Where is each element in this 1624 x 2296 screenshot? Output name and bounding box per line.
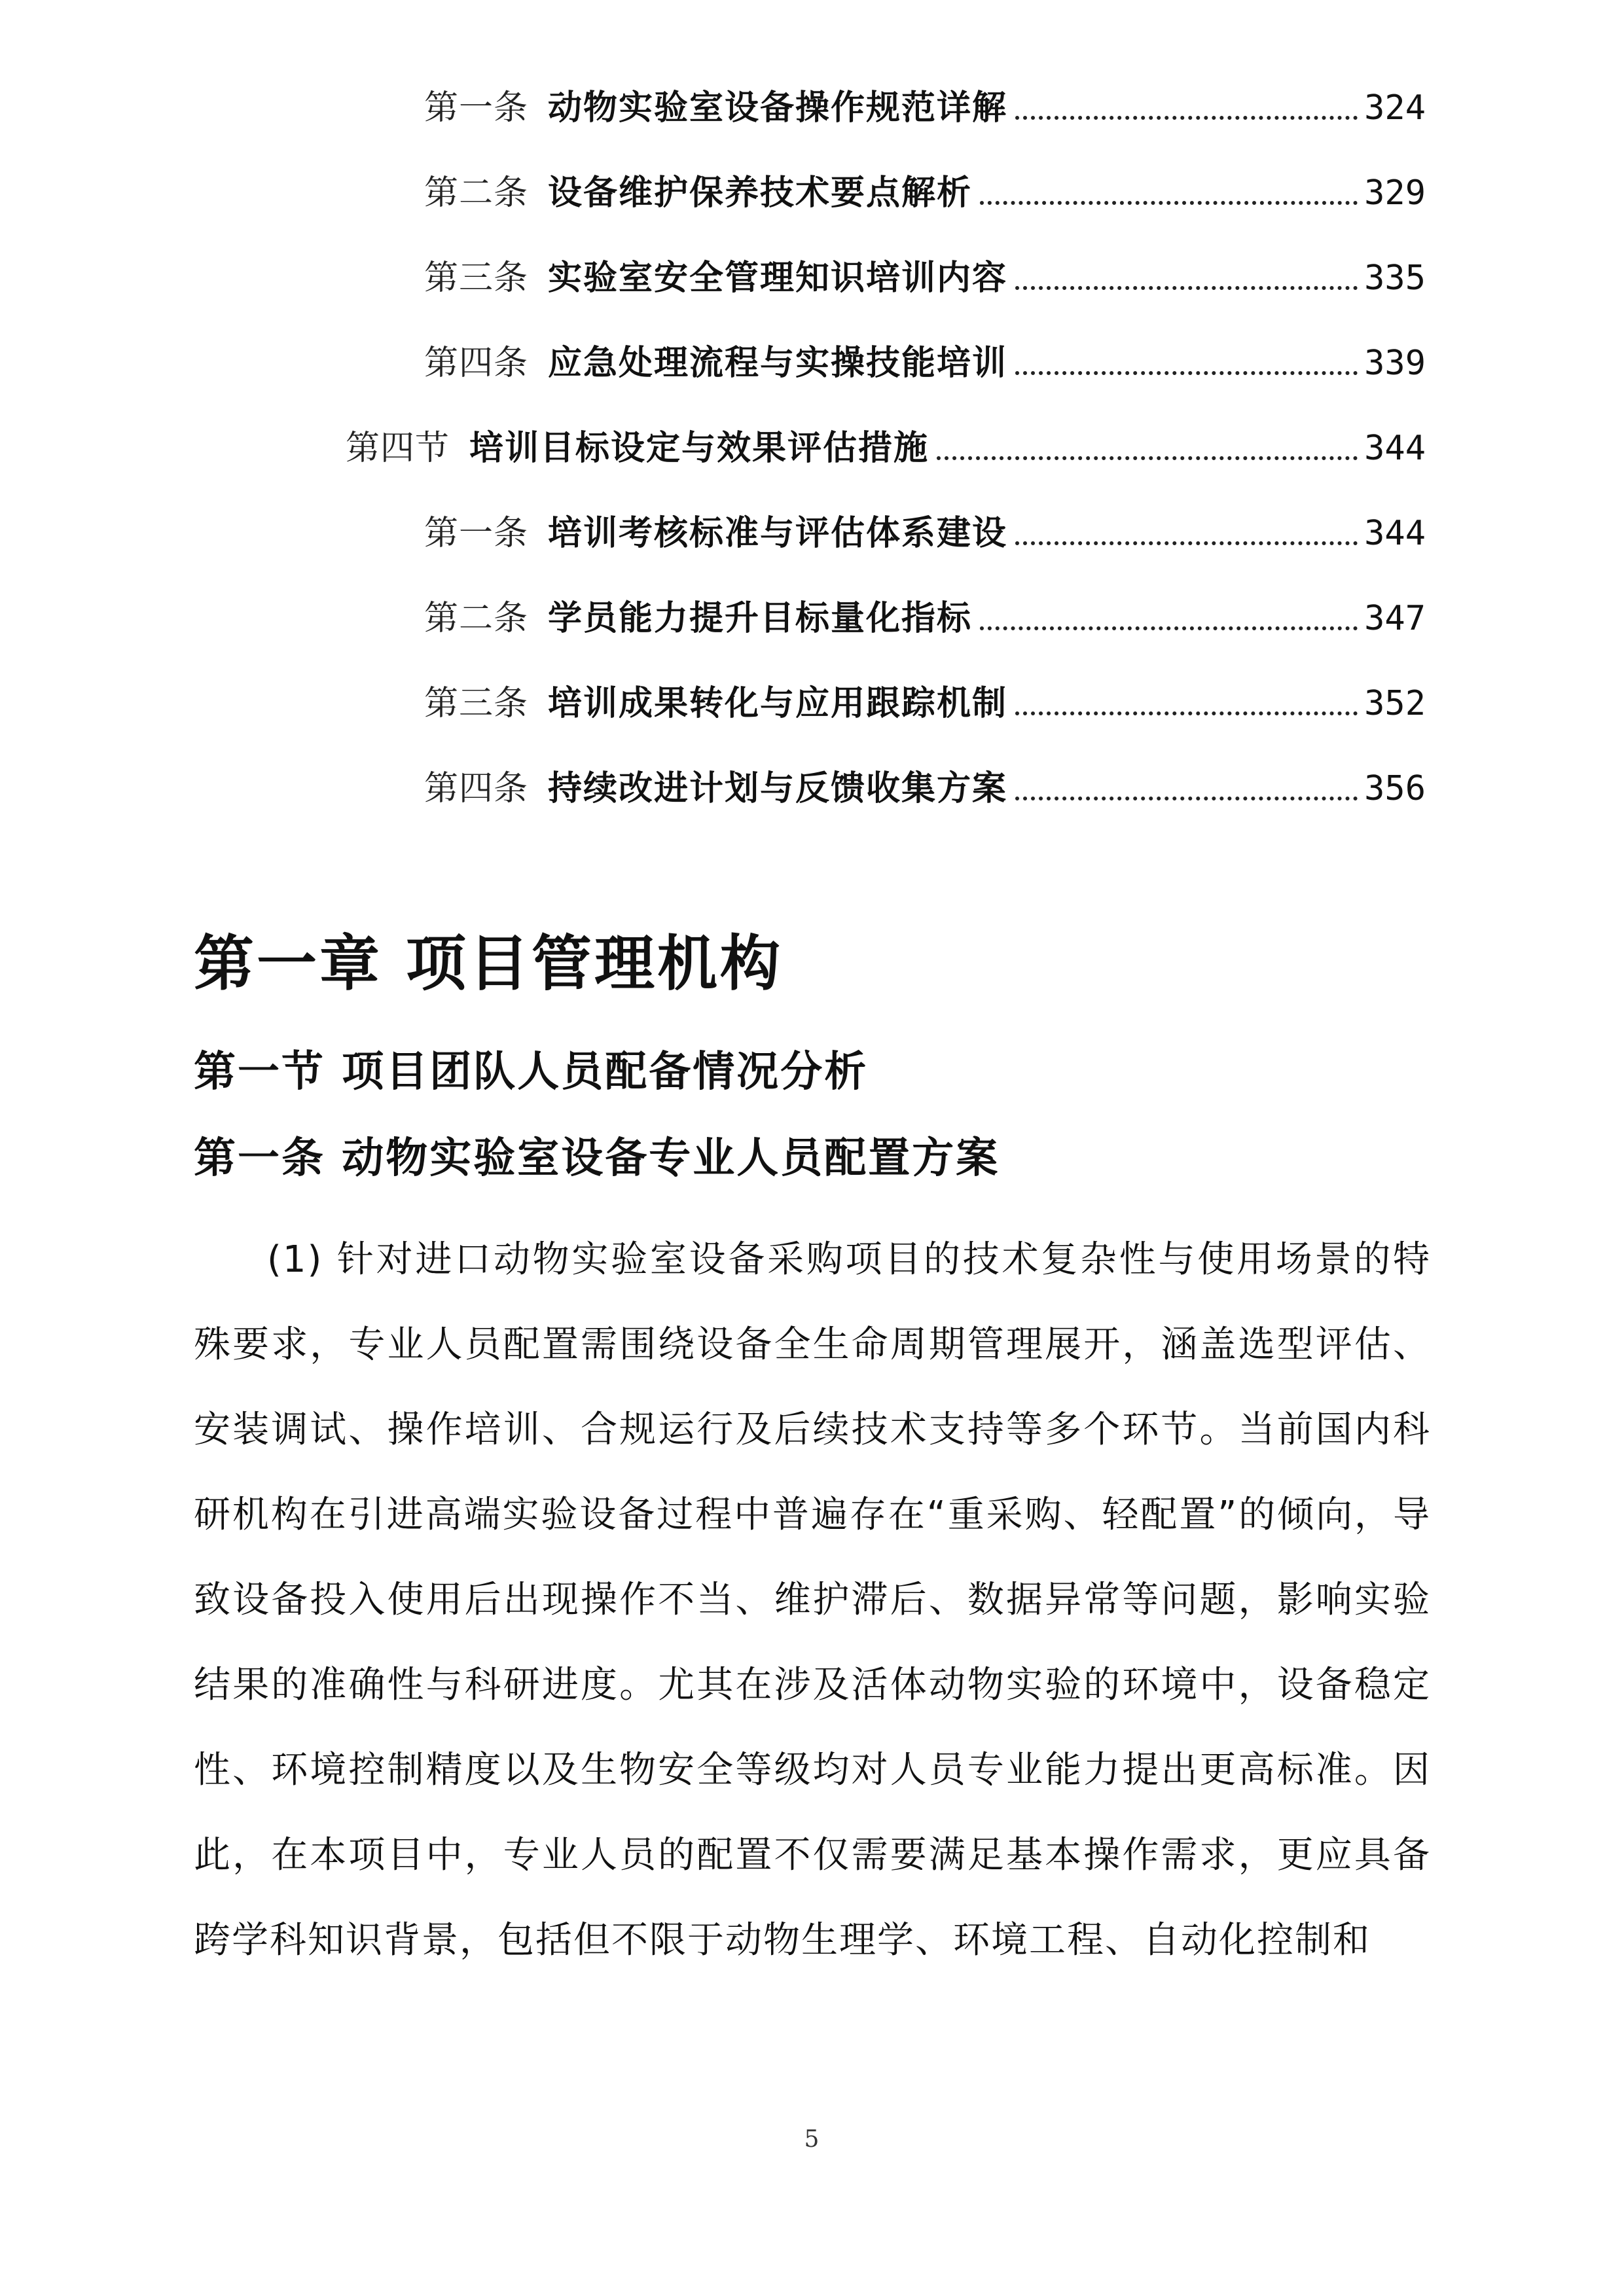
toc-entry[interactable] bbox=[424, 337, 1426, 389]
toc-leader-dots bbox=[980, 201, 1358, 205]
toc-entry-title: 应急处理流程与实操技能培训 bbox=[548, 344, 1008, 383]
toc-leader-dots bbox=[1015, 711, 1358, 715]
toc-entry[interactable] bbox=[424, 592, 1426, 645]
toc-entry[interactable] bbox=[424, 167, 1426, 219]
toc-entry-title: 培训目标设定与效果评估措施 bbox=[469, 429, 929, 468]
toc-entry-title: 持续改进计划与反馈收集方案 bbox=[548, 769, 1008, 808]
toc-entry-label: 第四条 bbox=[424, 344, 529, 383]
toc-entry[interactable] bbox=[424, 82, 1426, 134]
toc-entry-title: 设备维护保养技术要点解析 bbox=[548, 173, 973, 213]
toc-entry-page: 352 bbox=[1364, 684, 1426, 723]
toc-entry-label: 第一条 bbox=[424, 514, 529, 553]
toc-entry[interactable] bbox=[424, 252, 1426, 304]
toc-entry-label: 第三条 bbox=[424, 684, 529, 723]
toc-leader-dots bbox=[1015, 116, 1358, 120]
toc-entry-label: 第四条 bbox=[424, 769, 529, 808]
toc-entry-label: 第二条 bbox=[424, 173, 529, 213]
body-paragraph: (1) 针对进口动物实验室设备采购项目的技术复杂性与使用场景的特殊要求，专业人员配置需围绕设备全生命周期管理展开，涵盖选型评估、安装调试、操作培训、合规运行及后续技术支持等多个环节。当前国内科研机构在引进高端实验设备过程中普遍存在“重采购、轻配置”的倾向，导致设备投入使用后出现操作不当、维护滞后、数据异常等问题，影响实验结果的准确性与科研进度。尤其在涉及活体动物实验的环境中，设备稳定性、环境控制精度以及生物安全等级均对人员专业能力提出更高标准。因此，在本项目中，专业人员的配置不仅需要满足基本操作需求，更应具备跨学科知识背景，包括但不限于动物生理学、环境工程、自动化控制和 bbox=[194, 1238, 1431, 1962]
page-number: 5 bbox=[804, 2126, 820, 2153]
toc-entry-label: 第四节 bbox=[346, 429, 450, 468]
toc-entry-page: 329 bbox=[1364, 173, 1426, 213]
toc-entry-title: 学员能力提升目标量化指标 bbox=[548, 599, 973, 638]
toc-entry-page: 335 bbox=[1364, 259, 1426, 298]
toc-leader-dots bbox=[1015, 371, 1358, 375]
article-title: 第一条 动物实验室设备专业人员配置方案 bbox=[194, 1134, 1000, 1183]
toc-leader-dots bbox=[1015, 797, 1358, 800]
toc-entry-section[interactable] bbox=[346, 422, 1426, 475]
toc-entry-page: 347 bbox=[1364, 599, 1426, 638]
toc-entry-page: 344 bbox=[1364, 514, 1426, 553]
toc-leader-dots bbox=[1015, 541, 1358, 545]
section-title: 第一节 项目团队人员配备情况分析 bbox=[194, 1048, 869, 1096]
toc-entry-label: 第一条 bbox=[424, 88, 529, 128]
toc-entry-title: 培训成果转化与应用跟踪机制 bbox=[548, 684, 1008, 723]
toc-entry-page: 324 bbox=[1364, 88, 1426, 128]
toc-entry-page: 339 bbox=[1364, 344, 1426, 383]
toc-leader-dots bbox=[980, 626, 1358, 630]
toc-entry-page: 356 bbox=[1364, 769, 1426, 808]
toc-leader-dots bbox=[1015, 286, 1358, 290]
toc-entry-title: 动物实验室设备操作规范详解 bbox=[548, 88, 1008, 128]
toc-entry-page: 344 bbox=[1364, 429, 1426, 468]
toc-entry-label: 第三条 bbox=[424, 259, 529, 298]
toc-leader-dots bbox=[937, 456, 1358, 460]
toc-entry[interactable] bbox=[424, 507, 1426, 560]
toc-entry-label: 第二条 bbox=[424, 599, 529, 638]
toc-entry-title: 实验室安全管理知识培训内容 bbox=[548, 259, 1008, 298]
toc-entry[interactable] bbox=[424, 762, 1426, 815]
toc-entry-title: 培训考核标准与评估体系建设 bbox=[548, 514, 1008, 553]
chapter-title: 第一章 项目管理机构 bbox=[194, 929, 784, 999]
toc-entry[interactable] bbox=[424, 677, 1426, 730]
